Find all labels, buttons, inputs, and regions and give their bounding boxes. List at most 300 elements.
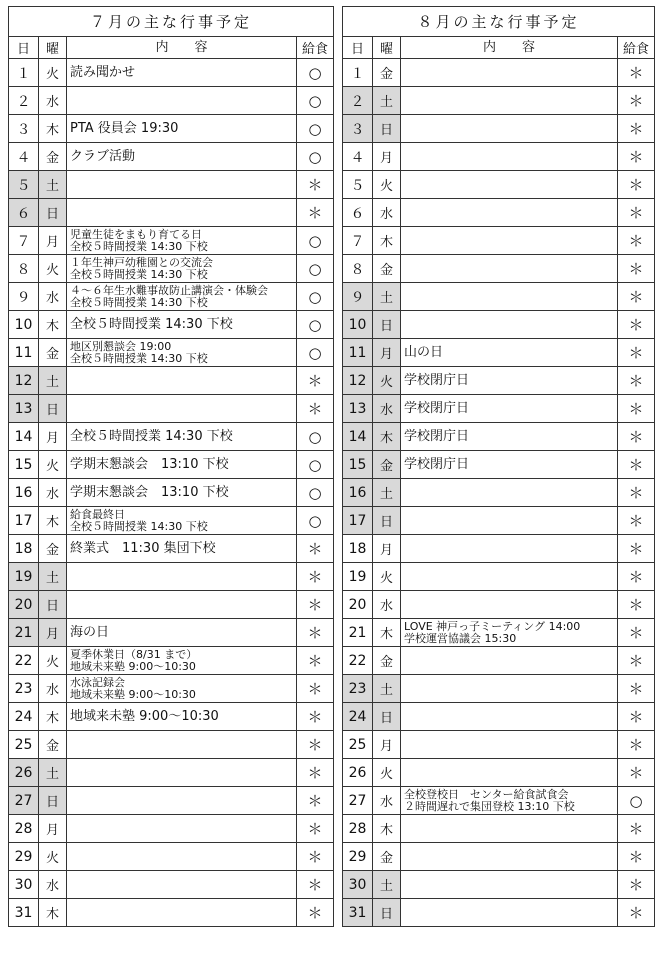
weekday: 月 bbox=[39, 619, 67, 647]
table-row bbox=[343, 535, 655, 563]
day-number: 25 bbox=[343, 731, 373, 759]
table-row bbox=[343, 507, 655, 535]
table-row bbox=[343, 283, 655, 311]
weekday: 月 bbox=[39, 423, 67, 451]
table-row bbox=[9, 619, 334, 647]
table-row bbox=[343, 395, 655, 423]
event-content bbox=[67, 479, 297, 507]
day-number: 11 bbox=[9, 339, 39, 367]
weekday: 木 bbox=[39, 703, 67, 731]
event-content bbox=[401, 619, 618, 647]
event-line: 夏季休業日（8/31 まで） bbox=[70, 647, 198, 661]
weekday: 日 bbox=[39, 591, 67, 619]
table-row bbox=[343, 115, 655, 143]
lunch-mark: ＊ bbox=[617, 899, 654, 927]
table-row bbox=[9, 255, 334, 283]
weekday: 土 bbox=[373, 479, 401, 507]
event-line: 地域未来塾 9:00～10:30 bbox=[70, 687, 196, 701]
event-line: 全校登校日 センター給食試食会 bbox=[404, 787, 569, 801]
day-number: １ bbox=[9, 59, 39, 87]
table-row bbox=[9, 87, 334, 115]
table-row bbox=[9, 507, 334, 535]
event-content bbox=[67, 59, 297, 87]
day-number: 24 bbox=[9, 703, 39, 731]
event-line: 終業式 11:30 集団下校 bbox=[70, 541, 216, 556]
day-number: 10 bbox=[343, 311, 373, 339]
event-line: クラブ活動 bbox=[70, 149, 136, 164]
event-line: 児童生徒をまもり育てる日 bbox=[70, 227, 202, 241]
weekday: 火 bbox=[39, 647, 67, 675]
august-schedule-table bbox=[342, 6, 655, 927]
event-content bbox=[401, 115, 618, 143]
august-rows bbox=[343, 37, 655, 927]
day-number: 28 bbox=[343, 815, 373, 843]
weekday: 金 bbox=[373, 451, 401, 479]
event-content bbox=[67, 395, 297, 423]
lunch-mark: ＊ bbox=[617, 647, 654, 675]
event-content bbox=[67, 115, 297, 143]
weekday: 水 bbox=[39, 87, 67, 115]
lunch-mark: ＊ bbox=[296, 871, 333, 899]
weekday: 月 bbox=[373, 535, 401, 563]
event-content bbox=[401, 171, 618, 199]
table-row bbox=[9, 311, 334, 339]
lunch-mark: ＊ bbox=[617, 255, 654, 283]
event-content bbox=[67, 339, 297, 367]
table-row bbox=[343, 451, 655, 479]
table-row bbox=[343, 815, 655, 843]
event-line: 学校閉庁日 bbox=[404, 429, 470, 444]
event-line: 全校５時間授業 14:30 下校 bbox=[70, 295, 208, 309]
table-row bbox=[343, 759, 655, 787]
event-line: ４～６年生水難事故防止講演会・体験会 bbox=[70, 283, 268, 297]
event-content bbox=[401, 815, 618, 843]
august-title: ８月の主な行事予定 bbox=[343, 7, 655, 37]
table-row bbox=[9, 731, 334, 759]
weekday: 土 bbox=[373, 675, 401, 703]
lunch-mark: ＊ bbox=[296, 759, 333, 787]
event-content bbox=[401, 255, 618, 283]
day-number: 19 bbox=[9, 563, 39, 591]
weekday: 月 bbox=[39, 227, 67, 255]
table-row bbox=[9, 395, 334, 423]
lunch-mark: ＊ bbox=[617, 423, 654, 451]
table-row bbox=[343, 339, 655, 367]
weekday: 日 bbox=[373, 507, 401, 535]
event-line: １年生神戸幼稚園との交流会 bbox=[70, 255, 213, 269]
day-number: 26 bbox=[343, 759, 373, 787]
table-row bbox=[343, 899, 655, 927]
lunch-mark: ○ bbox=[296, 227, 333, 255]
table-row bbox=[9, 283, 334, 311]
event-content bbox=[67, 283, 297, 311]
weekday: 金 bbox=[373, 59, 401, 87]
weekday: 水 bbox=[373, 199, 401, 227]
day-number: ４ bbox=[9, 143, 39, 171]
day-number: 14 bbox=[343, 423, 373, 451]
weekday: 火 bbox=[39, 451, 67, 479]
weekday: 木 bbox=[373, 815, 401, 843]
table-row bbox=[9, 591, 334, 619]
weekday: 土 bbox=[373, 283, 401, 311]
table-row bbox=[343, 87, 655, 115]
day-number: 27 bbox=[9, 787, 39, 815]
lunch-mark: ○ bbox=[296, 143, 333, 171]
weekday: 土 bbox=[39, 171, 67, 199]
day-number: 21 bbox=[9, 619, 39, 647]
day-number: １ bbox=[343, 59, 373, 87]
lunch-mark: ＊ bbox=[617, 59, 654, 87]
table-row bbox=[343, 227, 655, 255]
lunch-mark: ＊ bbox=[296, 787, 333, 815]
weekday: 金 bbox=[39, 535, 67, 563]
weekday: 木 bbox=[373, 619, 401, 647]
weekday: 木 bbox=[39, 115, 67, 143]
table-row bbox=[9, 451, 334, 479]
day-number: ６ bbox=[343, 199, 373, 227]
day-number: 18 bbox=[9, 535, 39, 563]
event-content bbox=[401, 871, 618, 899]
day-number: 10 bbox=[9, 311, 39, 339]
event-line: ２時間遅れで集団登校 13:10 下校 bbox=[404, 799, 575, 813]
event-content bbox=[401, 423, 618, 451]
lunch-mark: ＊ bbox=[617, 815, 654, 843]
lunch-mark: ○ bbox=[296, 87, 333, 115]
weekday: 水 bbox=[39, 871, 67, 899]
lunch-mark: ＊ bbox=[617, 703, 654, 731]
table-row bbox=[9, 759, 334, 787]
table-row bbox=[343, 423, 655, 451]
day-number: 29 bbox=[9, 843, 39, 871]
table-row bbox=[343, 591, 655, 619]
table-row bbox=[9, 563, 334, 591]
event-content bbox=[67, 759, 297, 787]
table-row bbox=[343, 171, 655, 199]
lunch-mark: ＊ bbox=[617, 871, 654, 899]
weekday: 日 bbox=[373, 899, 401, 927]
weekday: 火 bbox=[39, 255, 67, 283]
lunch-mark: ＊ bbox=[296, 815, 333, 843]
day-number: ２ bbox=[9, 87, 39, 115]
event-line: 地域未来塾 9:00～10:30 bbox=[70, 659, 196, 673]
event-content bbox=[401, 731, 618, 759]
lunch-mark: ＊ bbox=[296, 647, 333, 675]
table-row bbox=[343, 647, 655, 675]
header-weekday: 曜 bbox=[373, 37, 401, 59]
event-content bbox=[67, 143, 297, 171]
lunch-mark: ＊ bbox=[617, 311, 654, 339]
event-line: 学校閉庁日 bbox=[404, 373, 470, 388]
table-row bbox=[343, 619, 655, 647]
weekday: 水 bbox=[39, 479, 67, 507]
weekday: 火 bbox=[373, 563, 401, 591]
table-row bbox=[9, 143, 334, 171]
lunch-mark: ＊ bbox=[617, 227, 654, 255]
lunch-mark: ＊ bbox=[617, 843, 654, 871]
table-row bbox=[9, 199, 334, 227]
header-lunch: 給食 bbox=[617, 37, 654, 59]
day-number: 25 bbox=[9, 731, 39, 759]
lunch-mark: ＊ bbox=[296, 843, 333, 871]
event-line: 全校５時間授業 14:30 下校 bbox=[70, 429, 233, 444]
weekday: 日 bbox=[373, 115, 401, 143]
day-number: ３ bbox=[9, 115, 39, 143]
lunch-mark: ＊ bbox=[617, 283, 654, 311]
lunch-mark: ＊ bbox=[617, 339, 654, 367]
weekday: 月 bbox=[373, 143, 401, 171]
event-line: LOVE 神戸っ子ミーティング 14:00 bbox=[404, 619, 581, 633]
lunch-mark: ○ bbox=[296, 423, 333, 451]
weekday: 火 bbox=[373, 171, 401, 199]
lunch-mark: ○ bbox=[296, 451, 333, 479]
event-content bbox=[401, 451, 618, 479]
day-number: 13 bbox=[9, 395, 39, 423]
event-content bbox=[67, 591, 297, 619]
event-line: 全校５時間授業 14:30 下校 bbox=[70, 317, 233, 332]
weekday: 水 bbox=[373, 787, 401, 815]
weekday: 金 bbox=[373, 647, 401, 675]
day-number: 31 bbox=[343, 899, 373, 927]
weekday: 日 bbox=[373, 311, 401, 339]
table-row bbox=[343, 59, 655, 87]
day-number: ９ bbox=[343, 283, 373, 311]
weekday: 金 bbox=[39, 339, 67, 367]
header-day: 日 bbox=[9, 37, 39, 59]
weekday: 日 bbox=[39, 787, 67, 815]
event-content bbox=[67, 507, 297, 535]
event-content bbox=[67, 703, 297, 731]
weekday: 日 bbox=[39, 199, 67, 227]
event-content bbox=[401, 227, 618, 255]
lunch-mark: ＊ bbox=[617, 87, 654, 115]
weekday: 日 bbox=[39, 395, 67, 423]
table-row bbox=[9, 843, 334, 871]
event-line: 学校閉庁日 bbox=[404, 401, 470, 416]
weekday: 土 bbox=[39, 563, 67, 591]
event-content bbox=[67, 871, 297, 899]
event-content bbox=[401, 535, 618, 563]
table-row bbox=[9, 227, 334, 255]
day-number: 30 bbox=[9, 871, 39, 899]
weekday: 木 bbox=[373, 423, 401, 451]
weekday: 水 bbox=[39, 675, 67, 703]
event-content bbox=[67, 731, 297, 759]
event-content bbox=[401, 283, 618, 311]
lunch-mark: ＊ bbox=[617, 675, 654, 703]
day-number: 12 bbox=[343, 367, 373, 395]
july-schedule-table bbox=[8, 6, 334, 927]
table-row bbox=[9, 899, 334, 927]
day-number: 22 bbox=[9, 647, 39, 675]
lunch-mark: ＊ bbox=[617, 535, 654, 563]
event-content bbox=[401, 395, 618, 423]
table-row bbox=[9, 423, 334, 451]
lunch-mark: ○ bbox=[296, 479, 333, 507]
day-number: 30 bbox=[343, 871, 373, 899]
weekday: 月 bbox=[373, 339, 401, 367]
weekday: 火 bbox=[39, 59, 67, 87]
event-line: 学校閉庁日 bbox=[404, 457, 470, 472]
day-number: 20 bbox=[343, 591, 373, 619]
table-row bbox=[343, 479, 655, 507]
event-content bbox=[67, 535, 297, 563]
lunch-mark: ○ bbox=[296, 507, 333, 535]
event-line: 海の日 bbox=[70, 625, 110, 640]
event-content bbox=[67, 423, 297, 451]
lunch-mark: ＊ bbox=[617, 759, 654, 787]
table-row bbox=[9, 703, 334, 731]
july-title: ７月の主な行事予定 bbox=[9, 7, 334, 37]
lunch-mark: ○ bbox=[296, 59, 333, 87]
day-number: 22 bbox=[343, 647, 373, 675]
table-row bbox=[9, 815, 334, 843]
day-number: ８ bbox=[343, 255, 373, 283]
event-content bbox=[401, 591, 618, 619]
event-line: 山の日 bbox=[404, 345, 444, 360]
day-number: 18 bbox=[343, 535, 373, 563]
lunch-mark: ＊ bbox=[296, 199, 333, 227]
day-number: 23 bbox=[9, 675, 39, 703]
event-content bbox=[401, 339, 618, 367]
lunch-mark: ＊ bbox=[617, 199, 654, 227]
table-row bbox=[9, 647, 334, 675]
event-line: 学期末懇談会 13:10 下校 bbox=[70, 457, 229, 472]
day-number: 11 bbox=[343, 339, 373, 367]
table-row bbox=[9, 535, 334, 563]
table-row bbox=[343, 255, 655, 283]
weekday: 火 bbox=[39, 843, 67, 871]
day-number: 26 bbox=[9, 759, 39, 787]
event-content bbox=[67, 675, 297, 703]
event-content bbox=[67, 899, 297, 927]
header-day: 日 bbox=[343, 37, 373, 59]
lunch-mark: ＊ bbox=[617, 367, 654, 395]
event-content bbox=[67, 451, 297, 479]
event-content bbox=[67, 647, 297, 675]
table-row bbox=[9, 59, 334, 87]
weekday: 木 bbox=[373, 227, 401, 255]
july-rows bbox=[9, 37, 334, 927]
day-number: 15 bbox=[9, 451, 39, 479]
lunch-mark: ＊ bbox=[617, 395, 654, 423]
day-number: 29 bbox=[343, 843, 373, 871]
weekday: 金 bbox=[39, 731, 67, 759]
weekday: 金 bbox=[373, 255, 401, 283]
lunch-mark: ＊ bbox=[617, 479, 654, 507]
event-content bbox=[401, 199, 618, 227]
day-number: 24 bbox=[343, 703, 373, 731]
event-line: 全校５時間授業 14:30 下校 bbox=[70, 239, 208, 253]
weekday: 土 bbox=[373, 87, 401, 115]
weekday: 金 bbox=[39, 143, 67, 171]
lunch-mark: ＊ bbox=[296, 619, 333, 647]
day-number: ８ bbox=[9, 255, 39, 283]
event-line: 学校運営協議会 15:30 bbox=[404, 631, 517, 645]
table-row bbox=[343, 843, 655, 871]
lunch-mark: ＊ bbox=[296, 563, 333, 591]
event-line: 水泳記録会 bbox=[70, 675, 125, 689]
day-number: ３ bbox=[343, 115, 373, 143]
lunch-mark: ＊ bbox=[617, 731, 654, 759]
table-row bbox=[343, 703, 655, 731]
table-row bbox=[343, 731, 655, 759]
table-row bbox=[9, 115, 334, 143]
lunch-mark: ＊ bbox=[617, 591, 654, 619]
event-content bbox=[67, 171, 297, 199]
july-header-row bbox=[9, 37, 334, 59]
lunch-mark: ＊ bbox=[296, 535, 333, 563]
table-row bbox=[9, 171, 334, 199]
day-number: 28 bbox=[9, 815, 39, 843]
lunch-mark: ○ bbox=[296, 283, 333, 311]
day-number: ５ bbox=[9, 171, 39, 199]
event-content bbox=[401, 87, 618, 115]
table-row bbox=[343, 199, 655, 227]
lunch-mark: ＊ bbox=[296, 367, 333, 395]
event-content bbox=[401, 787, 618, 815]
table-row bbox=[343, 143, 655, 171]
lunch-mark: ＊ bbox=[296, 731, 333, 759]
day-number: 14 bbox=[9, 423, 39, 451]
event-content bbox=[67, 311, 297, 339]
day-number: 12 bbox=[9, 367, 39, 395]
weekday: 木 bbox=[39, 899, 67, 927]
lunch-mark: ＊ bbox=[617, 171, 654, 199]
lunch-mark: ＊ bbox=[617, 143, 654, 171]
weekday: 木 bbox=[39, 311, 67, 339]
day-number: 17 bbox=[9, 507, 39, 535]
event-line: 全校５時間授業 14:30 下校 bbox=[70, 267, 208, 281]
event-line: 全校５時間授業 14:30 下校 bbox=[70, 351, 208, 365]
weekday: 日 bbox=[373, 703, 401, 731]
event-line: 読み聞かせ bbox=[70, 65, 136, 80]
lunch-mark: ＊ bbox=[296, 703, 333, 731]
day-number: 17 bbox=[343, 507, 373, 535]
header-content: 内容 bbox=[67, 37, 297, 59]
lunch-mark: ＊ bbox=[296, 171, 333, 199]
event-line: PTA 役員会 19:30 bbox=[70, 121, 179, 136]
event-content bbox=[67, 255, 297, 283]
weekday: 水 bbox=[373, 591, 401, 619]
event-content bbox=[67, 199, 297, 227]
table-row bbox=[9, 675, 334, 703]
event-content bbox=[401, 311, 618, 339]
day-number: 31 bbox=[9, 899, 39, 927]
event-content bbox=[401, 367, 618, 395]
weekday: 水 bbox=[373, 395, 401, 423]
table-row bbox=[343, 311, 655, 339]
lunch-mark: ○ bbox=[296, 311, 333, 339]
lunch-mark: ○ bbox=[296, 339, 333, 367]
event-line: 全校５時間授業 14:30 下校 bbox=[70, 519, 208, 533]
day-number: ７ bbox=[9, 227, 39, 255]
event-content bbox=[401, 59, 618, 87]
lunch-mark: ○ bbox=[617, 787, 654, 815]
event-line: 学期末懇談会 13:10 下校 bbox=[70, 485, 229, 500]
lunch-mark: ＊ bbox=[617, 619, 654, 647]
day-number: 23 bbox=[343, 675, 373, 703]
event-line: 地域来未塾 9:00～10:30 bbox=[70, 709, 219, 724]
table-row bbox=[9, 367, 334, 395]
table-row bbox=[343, 675, 655, 703]
day-number: 13 bbox=[343, 395, 373, 423]
day-number: 16 bbox=[343, 479, 373, 507]
lunch-mark: ○ bbox=[296, 115, 333, 143]
day-number: ４ bbox=[343, 143, 373, 171]
weekday: 土 bbox=[39, 759, 67, 787]
table-row bbox=[9, 787, 334, 815]
event-content bbox=[401, 843, 618, 871]
